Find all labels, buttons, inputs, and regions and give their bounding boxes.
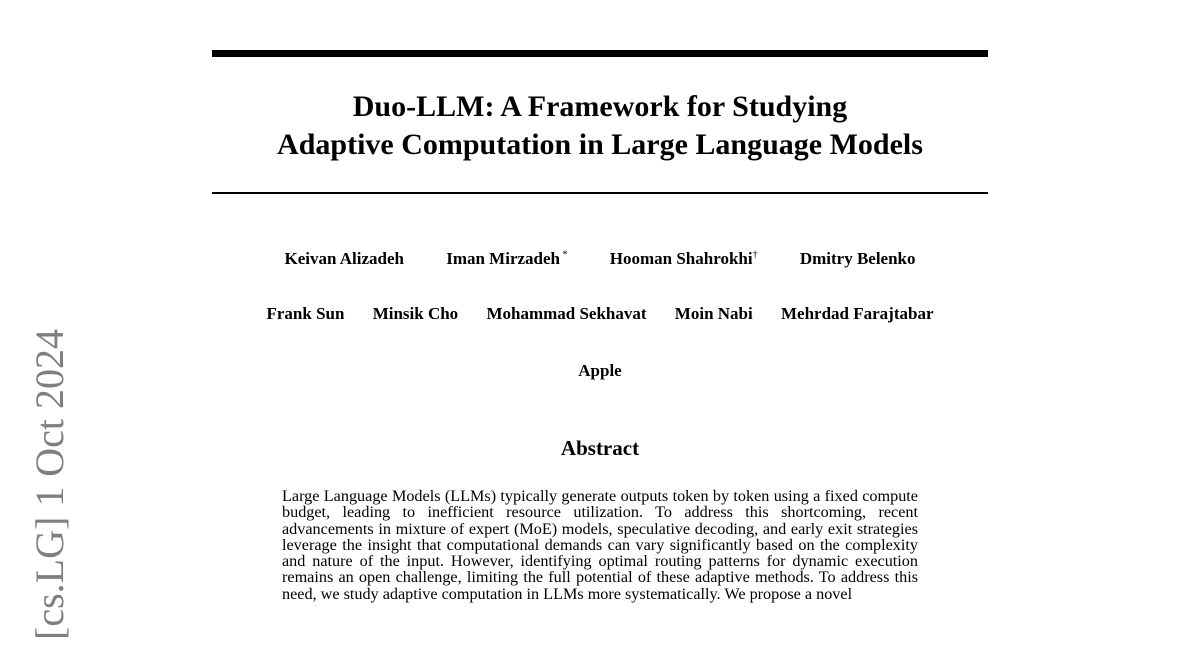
title-rule bbox=[212, 192, 988, 194]
author: Mehrdad Farajtabar bbox=[780, 304, 934, 323]
author: Moin Nabi bbox=[674, 304, 753, 323]
authors-row-1 bbox=[212, 249, 988, 269]
author: Mohammad Sekhavat bbox=[486, 304, 647, 323]
author: Frank Sun bbox=[266, 304, 345, 323]
author: Minsik Cho bbox=[372, 304, 459, 323]
title-line-2: Adaptive Computation in Large Language Models bbox=[277, 128, 923, 161]
author: Iman Mirzadeh * bbox=[446, 249, 568, 268]
abstract-text: Large Language Models (LLMs) typically generate outputs token by token using a fixed compute budget, leading to inefficient resource utilization. To address this shortcoming, recent advancements in mixture of expert (MoE) models, speculative decoding, and early exit strategies leverage the insight that computational demands can vary significantly based on the complexity and nature of the input. However, identifying optimal routing patterns for dynamic execution remains an open challenge, limiting the full potential of these adaptive methods. To address this need, we study adaptive computation in LLMs more systematically. We propose a novel bbox=[282, 488, 918, 603]
authors-row-2 bbox=[212, 304, 988, 324]
affiliation: Apple bbox=[578, 361, 622, 380]
paper-title bbox=[212, 88, 988, 164]
top-rule bbox=[212, 50, 988, 57]
author: Hooman Shahrokhi† bbox=[609, 249, 758, 268]
abstract-heading: Abstract bbox=[560, 436, 640, 460]
author: Dmitry Belenko bbox=[799, 249, 916, 268]
title-line-1: Duo-LLM: A Framework for Studying bbox=[352, 90, 848, 123]
author: Keivan Alizadeh bbox=[284, 249, 404, 268]
arxiv-stamp: [cs.LG] 1 Oct 2024 bbox=[27, 328, 72, 640]
